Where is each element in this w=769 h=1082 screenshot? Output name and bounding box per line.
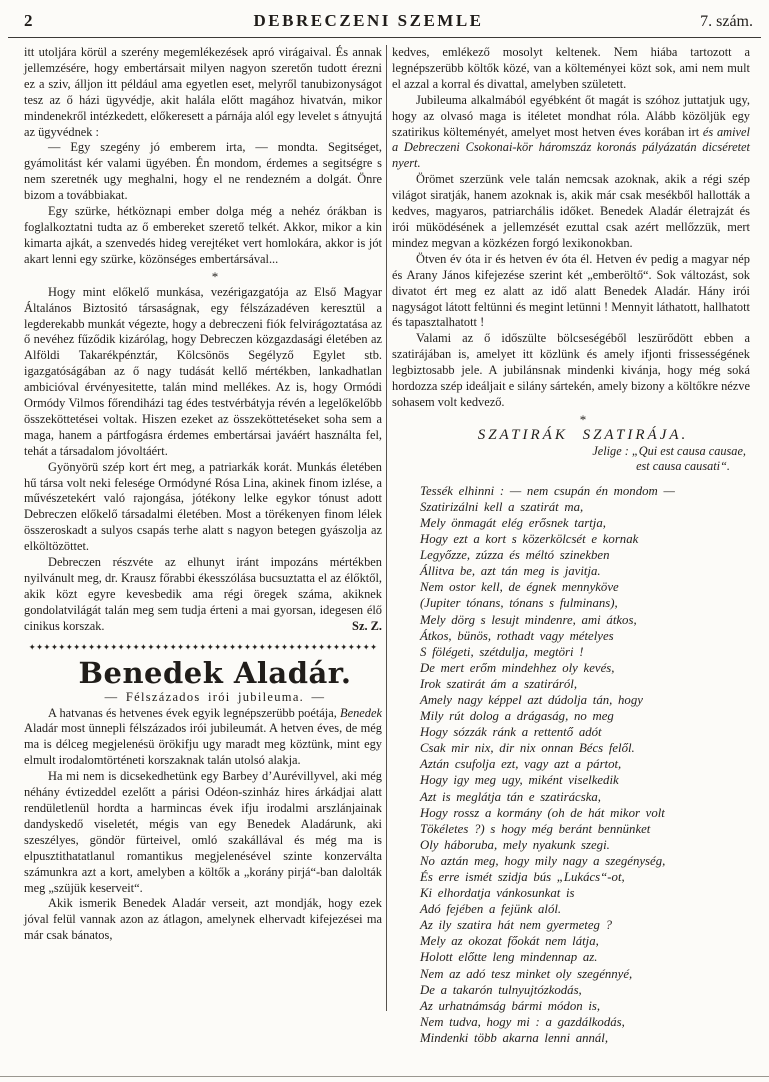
poem-line: Hogy igy meg ugy, miként viselkedik: [420, 773, 619, 788]
article-paragraph-italic: Benedek: [340, 705, 382, 720]
poem-line: (Jupiter tónans, tónans s fulminans),: [420, 596, 618, 611]
poem-line: Tökéletes ?) s hogy még beránt bennünket: [420, 821, 651, 836]
poem-motto: [392, 444, 750, 475]
poem-line: Nem tudva, hogy mi : a gazdálkodás,: [420, 1014, 625, 1029]
poem-motto-line: est causa causati“.: [636, 459, 730, 474]
poem-line: Oly háboruba, mely nyakunk szegi.: [420, 837, 610, 852]
poem-line: Nem ostor kell, de égnek mennyköve: [420, 580, 619, 595]
poem-line: Hogy sózzák ránk a rettentő adót: [420, 725, 602, 740]
article-paragraph: [392, 93, 750, 173]
article-paragraph: Akik ismerik Benedek Aladár verseit, azt mondják, hogy ezek jóval felül vannak azon az átlagon, amelynek elhervadt kifejezései ma már csak bánatos,: [24, 896, 382, 943]
journal-title: DEBRECZENI SZEMLE: [253, 11, 484, 30]
poem-line: Mely dörg s lesujt mindenre, ami átkos,: [420, 612, 637, 627]
poem-line: Mely önmagát elég erősnek tartja,: [420, 515, 606, 530]
poem-title: SZATIRÁK SZATIRÁJA.: [477, 426, 689, 443]
column-divider-rule: [386, 45, 387, 1011]
bottom-rule: [0, 1076, 769, 1077]
poem-line: Szatirizálni kell a szatirát ma,: [420, 499, 584, 514]
poem-line: Legyőzze, zúzza és méltó szinekben: [420, 548, 610, 563]
poem-line: Aztán csufolja ezt, vagy azt a pártot,: [420, 757, 622, 772]
page-header: [0, 0, 769, 35]
obituary-paragraph: Egy szürke, hétköznapi ember dolga még a nehéz órákban is foglalkoztatni tudta az ő embereket szerető telkét. Akkor, mikor a kin kimarta ajkát, a szenvedés hideg verejtéket vert homlokára, akkor is jót akart lenni egy szürke, közönséges embertársával...: [24, 204, 382, 266]
poem-line: Nem az adó tesz minket oly szegénnyé,: [420, 966, 633, 981]
article-paragraph: Valami az ő időszülte bölcseségéből leszürődött ebben a szatirájában is, amelyet itt közlünk és amely ifjonti frissességének legbiztosabb jele. A jubilánsnak mindenki kivánja, hogy még soká hordozza szép ideáljait e silány sártekén, amely bizony a költőkre nézve sohasem volt kedvező.: [392, 331, 750, 409]
poem-line: És erre ismét szidja bús „Lukács“-ot,: [420, 870, 625, 884]
obituary-dialog-paragraph: — Egy szegény jó emberem irta, — mondta. Segitséget, gyámolitást kér valami ügyében. Én mondom, érdemes a segitségre s nem szeretnék ugy meghalni, hogy el ne rendezném a dolgát. Önre bizom a továbbiakat.: [24, 140, 382, 203]
article-paragraph-text: Aladár most ünnepli félszázados irói jubileumát. A hetven éves, de még ma is délceg megjelenésü örökifju ugy maradt meg köztünk, mint egy elmult irodalomtörténeti korszaknak talán utolsó alakja.: [24, 721, 382, 768]
article-paragraph-text: Jubileuma alkalmából egyébként őt magát is szóhoz juttatjuk ugy, hogy az olvasó maga is itéletet mondhat róla. Alább közöljük egy szatirikus költeményét, amelyet most hetven éves korában irt: [392, 92, 750, 139]
poem-line: Holott előtte leng mindennap az.: [420, 950, 598, 965]
article-paragraph-text: A hatvanas és hetvenes évek egyik legnépszerübb poétája,: [48, 705, 341, 720]
page-number: 2: [24, 11, 33, 30]
poem-line: Irok szatirát ám a szatiráról,: [420, 676, 578, 691]
issue-number: 7. szám.: [700, 13, 753, 30]
poem-line: De a takarón tulnyujtózkodás,: [420, 982, 582, 997]
left-column: [24, 45, 382, 1046]
poem-line: Állitva be, azt tán meg is javitja.: [420, 564, 601, 579]
article-paragraph: [24, 706, 382, 770]
article-paragraph: Örömet szerzünk vele talán nemcsak azoknak, akik a régi szép világot siratják, hanem azoknak is, akik már csak mesékből hallották a kedves, magyaros, patriarchális időket. Benedek Aladár életrajzát és irói müködésének a jellemzését ezuttal csak azért mellőzzük, mert mindez megvan a közkézen forgó lexikonokban.: [392, 172, 750, 250]
article-paragraph-italic: és amivel a Debreczeni Csokonai-kör háromszáz koronás pályázatán dicséretet nyert.: [392, 124, 750, 171]
right-column: [392, 45, 750, 1046]
article-title: Benedek Aladár.: [78, 655, 352, 690]
poem-line: Amely nagy képpel azt dúdolja tán, hogy: [420, 692, 643, 707]
obituary-paragraph: [24, 555, 382, 635]
poem-line: De mert erőm mindehhez oly kevés,: [420, 660, 615, 675]
obituary-paragraph: Hogy mint előkelő munkása, vezérigazgatója az Első Magyar Általános Biztositó társaságnak, egy félszázadéven keresztül a legderekabb munkát végezte, hogy a debreczeni fiók felvirágoztatása az ő nevéhez fűződik kizárólag, hogy Debreczen közgazdasági életében az Alföldi Takarékpénztár, Kölcsönös Segélyző Egylet stb. igazgatóságában az ő nagy tudását kellő mértékben, lankadhatlan ambicióval érvényesitette, talán mind mellékes. Az is, hogy Ormódi Ormódy Vilmos főrendiházi tag édes testvérbátyja révén a legelőkelőbb összeköttetései voltak. Hiszen ezeket az összeköttetéseket soha sem a maga, hanem a pártfogásra érdemes embertársai javáért használta fel, tehát a társadalom jóvoltáért.: [24, 284, 382, 458]
obituary-paragraph: itt utoljára körül a szerény megemlékezések apró virágaival. És annak jellemzésére, hogy embertársait milyen nagyon szeretőn tudott érezni ez a sziv, álljon itt például ama egyetlen eset, melyről tanubizonyságot tesz az ő házi ügyvédje, akit halála előtt magához hivatván, mikor mindenekről intézkedett, előkeresett a párnája alól egy levelet s átnyujtá az ügyvédnek :: [24, 45, 382, 139]
poem-line: Azt is meglátja tán e szatirácska,: [420, 789, 601, 804]
obituary-paragraph-text: Debreczen részvéte az elhunyt iránt impozáns mértékben nyilvánult meg, dr. Krausz főrabbi ékesszólása bucsuztatta el az élőktől, akik közt egyre kevesbedik ama régi öregek száma, akiknek gondolatvilágát talán meg sem tudja érteni a mai gyorsan, idegesen élő cinikus korszak.: [24, 555, 382, 633]
poem-body: [392, 483, 750, 1046]
poem-line: Ki elhordatja vánkosunkat is: [420, 886, 575, 901]
poem-line: Hogy rossz a kormány (oh de hát mikor volt: [420, 805, 665, 820]
poem-line: S fölégeti, szétdulja, megtöri !: [420, 644, 584, 659]
poem-line: Mindenki több akarna lenni annál,: [420, 1030, 609, 1045]
poem-line: Mely az okozat főokát nem látja,: [420, 934, 599, 949]
article-subtitle: — Félszázados irói jubileuma. —: [104, 689, 326, 704]
poem-line: Csak mir nix, dir nix onnan Bécs felől.: [420, 741, 635, 756]
article-paragraph: Ha mi nem is dicsekedhetünk egy Barbey d’Aurévillyvel, aki még néhány évtizeddel ezelőtt a párisi Odéon-szinház hires árkádjai alatt rendületlenül hordta a harmincas évek ifju irodalmi arszlánjainak dandyskedő viseletét, mégis van egy Benedek Aladárunk, aki szeszélyes, göndör fürteivel, omló szakállával és még ma is elpusztithatatlanul romantikus megjelenésével szinte konzerválta számunkra azt a kort, amelyben a költők a „korány pirjá“-ban dalolták meg „szüjük keserveit“.: [24, 769, 382, 895]
poem-line: Átkos, bünös, rothadt vagy mételyes: [420, 628, 614, 643]
article-paragraph: Ötven év óta ir és hetven év óta él. Hetven év pedig a magyar nép és Arany János kifejezése szerint két „emberöltő“. Sok változást, sok divatot ért meg ez alatt az idő alatt Benedek Aladár. Hány irói nagyságot látott feltünni és megint letünni ! Mennyit láthatott, hallhatott és tapasztalhatott !: [392, 251, 750, 330]
ornament-divider: ✦✦✦✦✦✦✦✦✦✦✦✦✦✦✦✦✦✦✦✦✦✦✦✦✦✦✦✦✦✦✦✦✦✦✦✦✦✦✦✦✦✦✦✦✦✦✦: [28, 641, 378, 652]
poem-motto-line: Jelige : „Qui est causa causae,: [592, 443, 746, 458]
section-star-separator: *: [579, 411, 587, 427]
two-column-body: [0, 38, 769, 1046]
obituary-paragraph: Gyönyörü szép kort ért meg, a patriarkák korát. Munkás életében hű társa volt neki felesége Ormódyné Rósa Lina, akinek finom izlése, a művészetekért való rajongása, jótékony lelke egykor tónust adott Debreczen előkelő társadalmi életében. Most a törékenyen finom lélek összeroskadt a sulyos csapás terhe alatt s nagyon betegen gyászolja az elköltözöttet.: [24, 459, 382, 554]
poem-line: Adó fejében a fejünk alól.: [420, 902, 562, 917]
author-signature: Sz. Z.: [352, 618, 382, 633]
section-star-separator: *: [211, 268, 219, 284]
poem-line: Az ily szatira hát nem gyermeteg ?: [420, 918, 612, 933]
poem-line: Mily rút dolog a drágaság, no meg: [420, 709, 614, 724]
poem-line: Tessék elhinni : — nem csupán én mondom —: [420, 483, 675, 498]
article-paragraph: kedves, emlékező mosolyt keltenek. Nem hiába tartozott a legnépszerübb költők közé, van a költeményei közt sok, ami nem mult el azzal a korral és divattal, amelyben született.: [392, 45, 750, 91]
poem-line: No aztán meg, hogy mily nagy a szegénység,: [420, 853, 666, 868]
poem-line: Hogy ezt a kort s közerkölcsét e kornak: [420, 532, 639, 547]
poem-line: Az urhatnámság bármi módon is,: [420, 998, 601, 1013]
